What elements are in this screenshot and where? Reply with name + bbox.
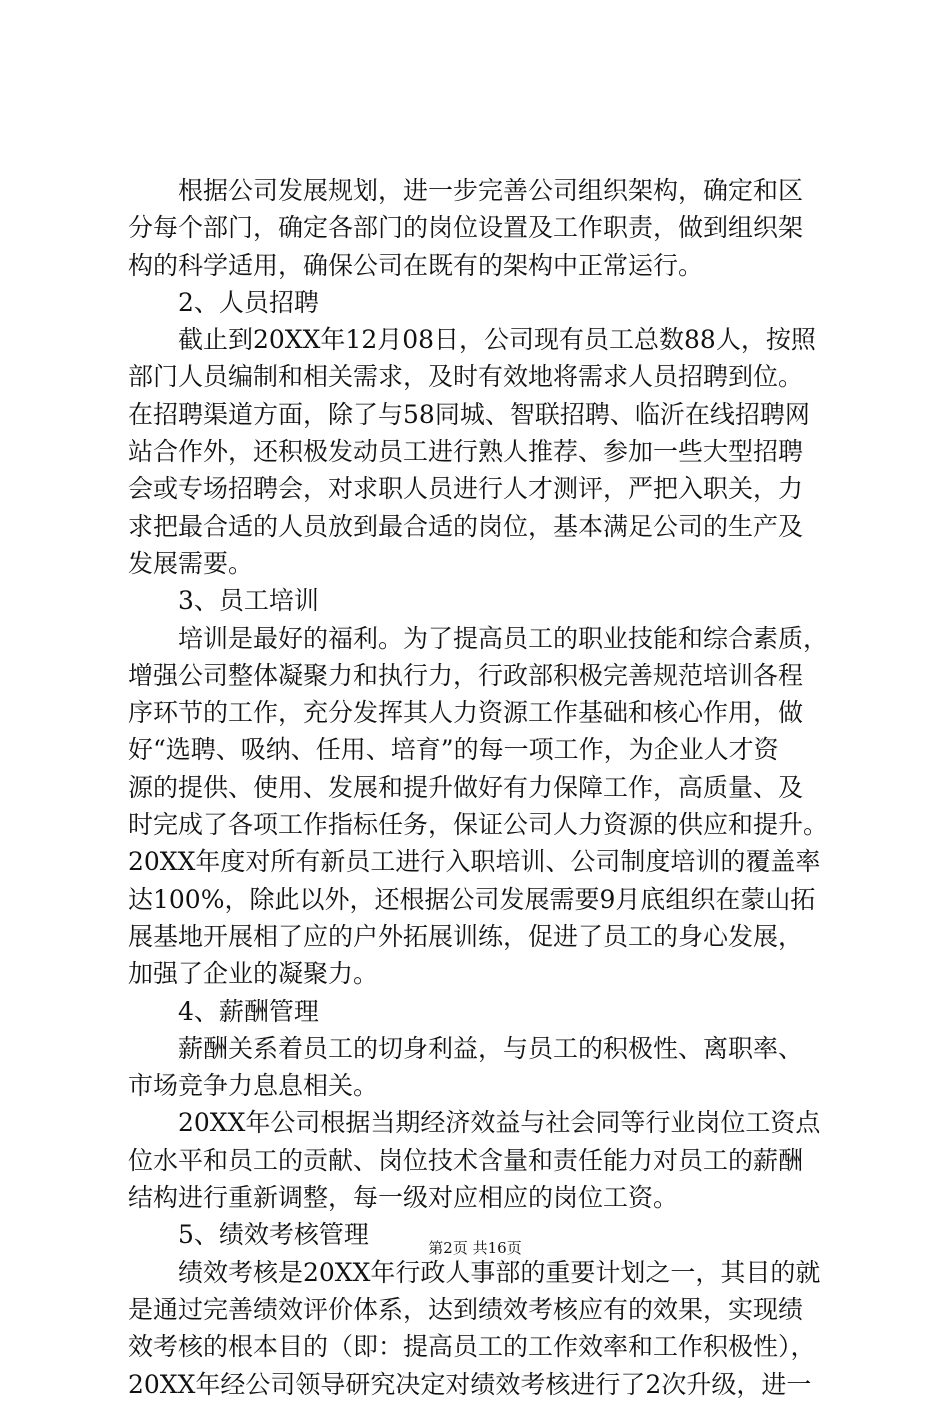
paragraph-line: 位水平和员工的贡献、岗位技术含量和责任能力对员工的薪酬 xyxy=(128,1145,804,1175)
paragraph-line: 源的提供、使用、发展和提升做好有力保障工作，高质量、及 xyxy=(128,772,804,802)
paragraph-line: 市场竞争力息息相关。 xyxy=(128,1071,379,1101)
section-heading: 4、薪酬管理 xyxy=(178,996,319,1026)
paragraph-line: 站合作外，还积极发动员工进行熟人推荐、参加一些大型招聘 xyxy=(128,437,804,467)
paragraph-line: 根据公司发展规划，进一步完善公司组织架构，确定和区 xyxy=(178,176,804,205)
paragraph-line: 达100%，除此以外，还根据公司发展需要9月底组织在蒙山拓 xyxy=(128,884,816,914)
paragraph-line: 20XX年度对所有新员工进行入职培训、公司制度培训的覆盖率 xyxy=(128,847,821,877)
paragraph-line: 展基地开展相了应的户外拓展训练，促进了员工的身心发展， xyxy=(128,921,804,951)
paragraph-line: 效考核的根本目的（即：提高员工的工作效率和工作积极性）， xyxy=(128,1332,816,1362)
paragraph-line: 培训是最好的福利。为了提高员工的职业技能和综合素质， xyxy=(178,623,829,653)
paragraph-line: 是通过完善绩效评价体系，达到绩效考核应有的效果，实现绩 xyxy=(128,1294,804,1324)
section-heading: 2、人员招聘 xyxy=(178,287,319,317)
paragraph-line: 分每个部门，确定各部门的岗位设置及工作职责，做到组织架 xyxy=(128,213,804,243)
page-footer: 第2页 共16页 xyxy=(428,1239,522,1257)
paragraph-line: 求把最合适的人员放到最合适的岗位，基本满足公司的生产及 xyxy=(128,511,804,541)
paragraph-line: 时完成了各项工作指标任务，保证公司人力资源的供应和提升。 xyxy=(128,810,829,840)
paragraph-line: 绩效考核是20XX年行政人事部的重要计划之一，其目的就 xyxy=(178,1257,821,1287)
paragraph-line: 结构进行重新调整，每一级对应相应的岗位工资。 xyxy=(128,1183,679,1213)
paragraph-line: 发展需要。 xyxy=(128,548,254,578)
section-heading: 3、员工培训 xyxy=(178,586,319,616)
paragraph-line: 20XX年经公司领导研究决定对绩效考核进行了2次升级，进一 xyxy=(128,1369,812,1399)
section-heading: 5、绩效考核管理 xyxy=(178,1220,369,1250)
paragraph-line: 加强了企业的凝聚力。 xyxy=(128,959,379,989)
paragraph-line: 序环节的工作，充分发挥其人力资源工作基础和核心作用，做 xyxy=(128,698,804,728)
paragraph-line: 截止到20XX年12月08日，公司现有员工总数88人，按照 xyxy=(178,325,816,355)
document-body xyxy=(128,172,828,1403)
paragraph-line: 会或专场招聘会，对求职人员进行人才测评，严把入职关，力 xyxy=(128,474,804,504)
paragraph-line: 增强公司整体凝聚力和执行力，行政部积极完善规范培训各程 xyxy=(128,660,804,690)
paragraph-line: 构的科学适用，确保公司在既有的架构中正常运行。 xyxy=(128,250,704,280)
paragraph-line: 20XX年公司根据当期经济效益与社会同等行业岗位工资点 xyxy=(178,1108,821,1138)
paragraph-line: 部门人员编制和相关需求，及时有效地将需求人员招聘到位。 xyxy=(128,362,804,392)
paragraph-line: 好“选聘、吸纳、任用、培育”的每一项工作，为企业人才资 xyxy=(128,735,779,765)
paragraph-line: 在招聘渠道方面，除了与58同城、智联招聘、临沂在线招聘网 xyxy=(128,399,810,429)
paragraph-line: 薪酬关系着员工的切身利益，与员工的积极性、离职率、 xyxy=(178,1033,804,1063)
